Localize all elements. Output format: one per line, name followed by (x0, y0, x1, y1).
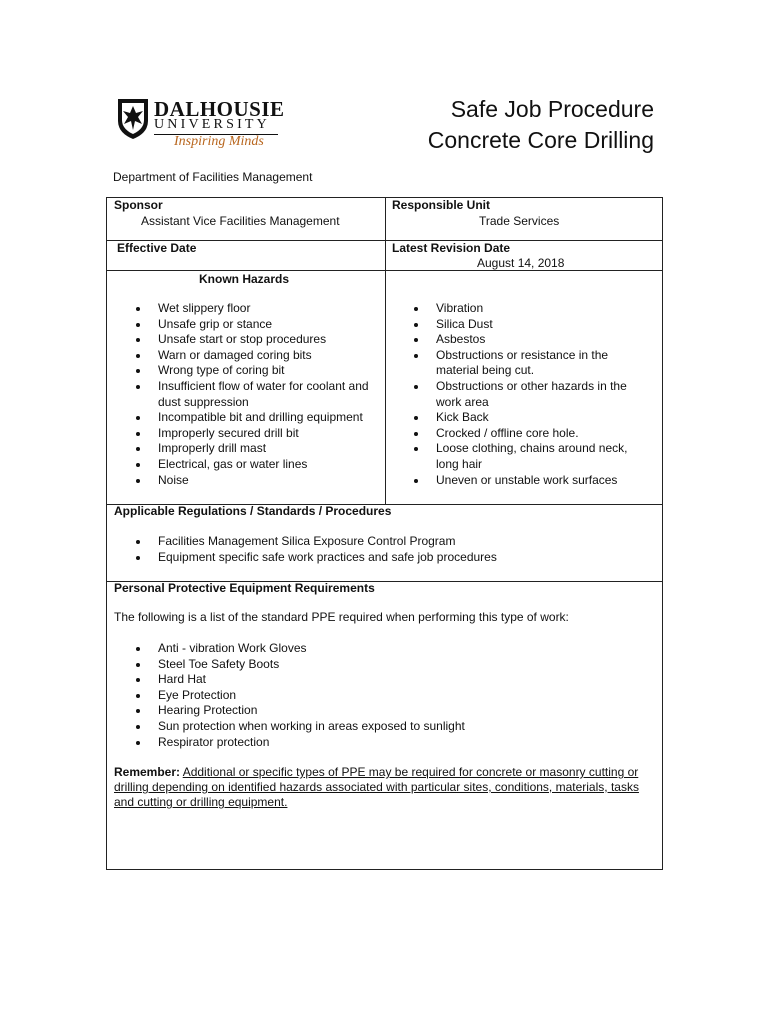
list-item: Unsafe start or stop procedures (134, 332, 379, 348)
university-logo (116, 97, 286, 153)
list-item: Loose clothing, chains around neck, long hair (412, 441, 648, 472)
latest-revision-label: Latest Revision Date (392, 241, 511, 255)
hazards-list-left (134, 301, 379, 488)
crest-icon (116, 97, 150, 141)
procedure-table (106, 197, 663, 870)
list-item: Sun protection when working in areas exposed to sunlight (134, 719, 654, 735)
list-item: Vibration (412, 301, 648, 317)
list-item: Eye Protection (134, 688, 654, 704)
list-item: Unsafe grip or stance (134, 317, 379, 333)
list-item: Noise (134, 473, 379, 489)
list-item: Warn or damaged coring bits (134, 348, 379, 364)
list-item: Obstructions or resistance in the material being cut. (412, 348, 648, 379)
title-line2: Concrete Core Drilling (427, 127, 654, 153)
list-item: Crocked / offline core hole. (412, 426, 648, 442)
list-item: Uneven or unstable work surfaces (412, 473, 648, 489)
list-item: Obstructions or other hazards in the work area (412, 379, 648, 410)
logo-name-line1: DALHOUSIE (154, 97, 285, 121)
hazards-list-right (412, 301, 648, 488)
list-item: Wrong type of coring bit (134, 363, 379, 379)
list-item: Wet slippery floor (134, 301, 379, 317)
list-item: Electrical, gas or water lines (134, 457, 379, 473)
regulations-list (134, 534, 654, 565)
list-item: Improperly drill mast (134, 441, 379, 457)
list-item: Equipment specific safe work practices and safe job procedures (134, 550, 654, 566)
responsible-unit-label: Responsible Unit (392, 198, 491, 212)
effective-date-label: Effective Date (117, 241, 197, 255)
ppe-intro: The following is a list of the standard PPE required when performing this type of work: (114, 610, 569, 624)
list-item: Incompatible bit and drilling equipment (134, 410, 379, 426)
department-name: Department of Facilities Management (113, 170, 313, 184)
remember-text: Additional or specific types of PPE may be required for concrete or masonry cutting or drilling depending on identified hazards associated with particular sites, conditions, materials, tasks and cutting or drilling equipment. (114, 765, 639, 809)
list-item: Facilities Management Silica Exposure Control Program (134, 534, 654, 550)
list-item: Steel Toe Safety Boots (134, 657, 654, 673)
regulations-heading: Applicable Regulations / Standards / Procedures (114, 504, 392, 518)
list-item: Hard Hat (134, 672, 654, 688)
known-hazards-heading: Known Hazards (199, 272, 290, 286)
list-item: Silica Dust (412, 317, 648, 333)
list-item: Insufficient flow of water for coolant and dust suppression (134, 379, 379, 410)
list-item: Asbestos (412, 332, 648, 348)
title-line1: Safe Job Procedure (450, 96, 654, 122)
column-divider (385, 198, 386, 504)
logo-tagline: Inspiring Minds (174, 134, 264, 149)
list-item: Respirator protection (134, 735, 654, 751)
sponsor-value: Assistant Vice Facilities Management (141, 214, 340, 228)
document-title (428, 94, 654, 156)
sponsor-label: Sponsor (114, 198, 163, 212)
responsible-unit-value: Trade Services (479, 214, 560, 228)
list-item: Hearing Protection (134, 703, 654, 719)
ppe-heading: Personal Protective Equipment Requirements (114, 581, 375, 595)
latest-revision-value: August 14, 2018 (477, 256, 565, 270)
list-item: Improperly secured drill bit (134, 426, 379, 442)
logo-name-line2: UNIVERSITY (154, 117, 270, 132)
ppe-list (134, 641, 654, 750)
remember-label: Remember: (114, 765, 181, 779)
remember-note (114, 765, 659, 810)
list-item: Anti - vibration Work Gloves (134, 641, 654, 657)
list-item: Kick Back (412, 410, 648, 426)
